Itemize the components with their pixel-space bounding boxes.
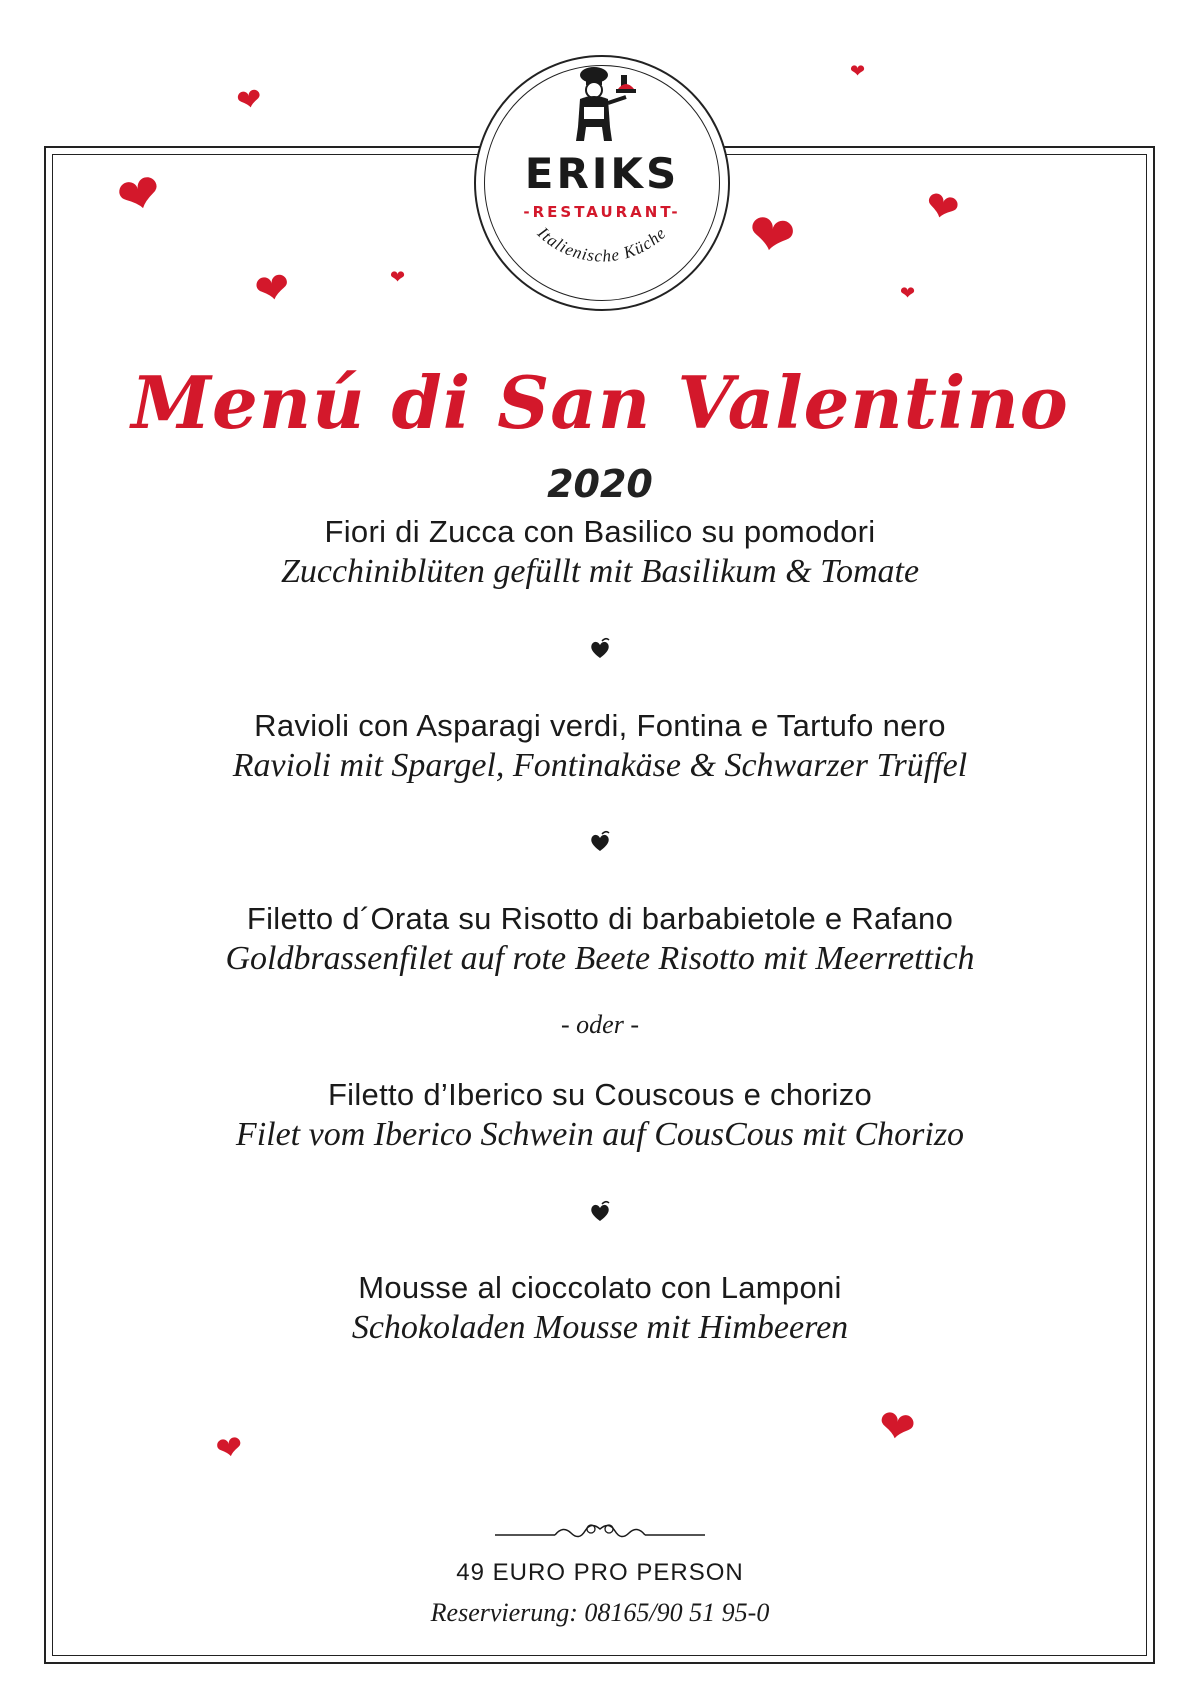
logo-name: ERIKS [524,149,680,198]
heart-icon: ❤ [213,1427,246,1469]
course-3-german: Goldbrassenfilet auf rote Beete Risotto mit Meerrettich [225,940,975,977]
heart-icon: ❤ [850,61,866,81]
course-5-german: Schokoladen Mousse mit Himbeeren [351,1309,849,1346]
heart-separator-icon [588,1200,612,1224]
svg-text:Italienische Küche [533,223,670,266]
logo-subtitle: -RESTAURANT- [523,203,681,221]
course-2-german: Ravioli mit Spargel, Fontinakäse & Schwarzer Trüffel [232,747,968,784]
menu-title: Menú di San Valentino [131,360,1069,445]
course-3-italian: Filetto d´Orata su Risotto di barbabietole e Rafano [246,901,954,936]
course-4-italian: Filetto d’Iberico su Couscous e chorizo [327,1077,873,1112]
logo-tagline-arc [476,57,728,309]
heart-icon: ❤ [390,267,406,287]
heart-icon: ❤ [742,200,801,271]
menu-year: 2020 [547,462,653,506]
course-5-italian: Mousse al cioccolato con Lamponi [358,1270,842,1305]
course-2-italian: Ravioli con Asparagi verdi, Fontina e Tartufo nero [254,708,946,743]
restaurant-logo [474,55,730,311]
logo-tagline: Italienische Küche [533,223,671,266]
reservation-phone: Reservierung: 08165/90 51 95-0 [430,1598,770,1627]
heart-icon: ❤ [919,182,964,234]
flourish-divider [495,1515,705,1545]
or-label: - oder - [561,1010,639,1039]
course-1-german: Zucchiniblüten gefüllt mit Basilikum & Tomate [280,553,920,590]
heart-icon: ❤ [900,283,916,303]
heart-icon: ❤ [234,82,265,119]
price-per-person: 49 EURO PRO PERSON [456,1559,744,1586]
heart-separator-icon [588,637,612,661]
heart-icon: ❤ [111,162,169,230]
course-1-italian: Fiori di Zucca con Basilico su pomodori [324,514,876,549]
heart-separator-icon [588,830,612,854]
heart-icon: ❤ [251,262,294,315]
heart-icon: ❤ [874,1400,919,1455]
course-4-german: Filet vom Iberico Schwein auf CousCous mit Chorizo [235,1116,965,1153]
